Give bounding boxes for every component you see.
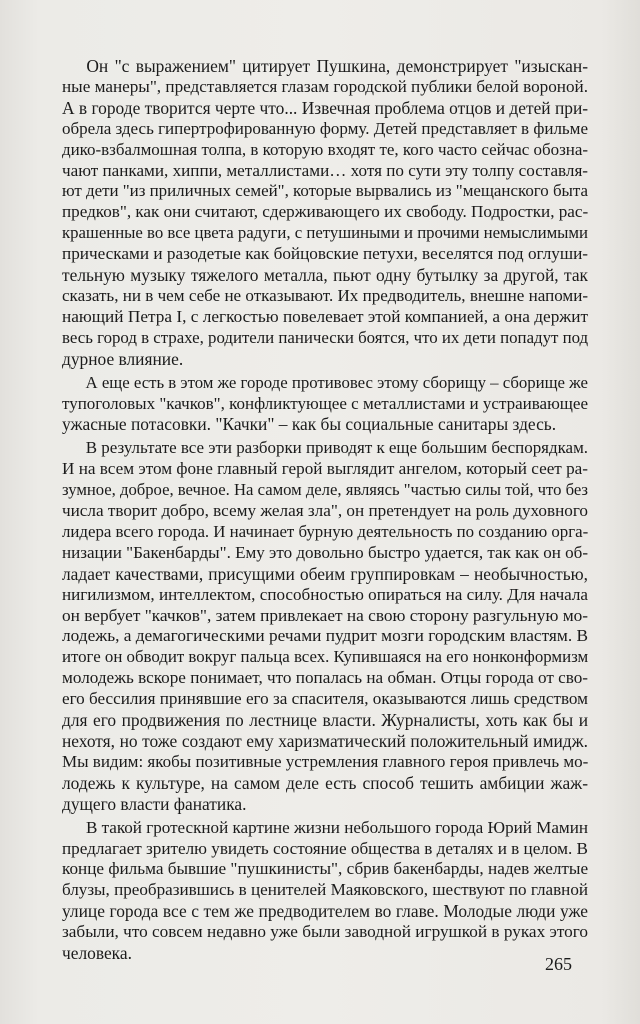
text-line: нающий Петра I, с легкостью повелевает этой компанией, а она держит — [62, 306, 588, 326]
text-line: его бессилия принявшие его за спасителя, оказываются лишь средством — [62, 689, 588, 709]
page-number: 265 — [545, 954, 572, 974]
text-line: В результате все эти разборки приводят к еще большим беспорядкам. — [85, 438, 589, 458]
text-line: нехотя, но тоже создают ему харизматический положительный имидж. — [62, 731, 588, 751]
text-line: нигилизмом, интеллектом, способностью опираться на силу. Для начала — [62, 584, 588, 604]
text-line: И на всем этом фоне главный герой выглядит ангелом, который сеет ра- — [62, 459, 588, 479]
text-line: для его продвижения по лестнице власти. Журналисты, хоть как бы и — [62, 710, 588, 731]
text-line: дико-взбалмошная толпа, в которую входят те, кого часто сейчас обозна- — [62, 139, 588, 159]
text-line: предков", как они считают, сдерживающего их свободу. Подростки, рас- — [62, 202, 589, 222]
text-line: ные манеры", представляется глазам городской публики белой вороной. — [62, 76, 588, 96]
text-line: крашенные во все цвета радуги, с петушиными и прочими немыслимыми — [62, 223, 588, 243]
text-line: молодежь вскоре понимает, что попалась на обман. Отцы города от сво- — [62, 668, 588, 688]
text-line: А еще есть в этом же городе противовес этому сборищу – сборище же — [85, 372, 588, 392]
text-line: А в городе творится черте что... Извечная проблема отцов и детей при- — [62, 97, 589, 118]
text-line: прическами и разодетые как бойцовские петухи, веселятся под оглуши- — [62, 244, 588, 264]
paragraph — [62, 818, 588, 964]
text-line: тельную музыку тяжелого металла, пьют одну бутылку за другой, так — [62, 265, 588, 286]
body-text — [62, 56, 588, 964]
text-line: лодежь, а демагогическими речами пудрит мозги городским властям. В — [62, 626, 589, 646]
text-line: чают панками, хиппи, металлистами… хотя по сути эту толпу составля- — [62, 160, 588, 180]
text-line: В такой гротескной картине жизни небольшого города Юрий Мамин — [85, 817, 588, 837]
paragraph — [62, 438, 588, 814]
text-line: дущего власти фанатика. — [62, 793, 247, 814]
text-line: ладает качествами, присущими обеим группировкам – необычностью, — [62, 563, 588, 584]
text-line: Он "с выражением" цитирует Пушкина, демонстрирует "изыскан- — [86, 56, 588, 76]
text-line: человека. — [62, 943, 132, 964]
text-line: Мы видим: якобы позитивные устремления главного героя привлечь мо- — [62, 751, 589, 771]
text-line: забыли, что совсем недавно уже были заводной игрушкой в руках этого — [62, 922, 588, 942]
text-line: блузы, преобразившись в ценителей Маяковского, шествуют по главной — [62, 880, 588, 900]
text-line: зумное, доброе, вечное. На самом деле, являясь "частью силы той, что без — [62, 480, 588, 500]
text-line: предлагает зрителю увидеть состояние общества в деталях и в целом. В — [62, 838, 588, 858]
text-line: дурное влияние. — [62, 348, 184, 369]
text-line: ужасные потасовки. "Качки" – как бы социальные санитары здесь. — [62, 414, 557, 435]
text-line: обрела здесь гипертрофированную форму. Детей представляет в фильме — [62, 118, 588, 138]
text-line: ют дети "из приличных семей", которые вырвались из "мещанского быта — [62, 181, 589, 201]
text-line: тупоголовых "качков", конфликтующее с металлистами и устраивающее — [62, 393, 588, 413]
text-line: низации "Бакенбарды". Ему это довольно быстро удается, так как он об- — [62, 542, 588, 562]
text-line: конце фильма бывшие "пушкинисты", сбрив бакенбарды, надев желтые — [62, 859, 589, 879]
text-line: весь город в страхе, родители панически боятся, что их дети попадут под — [62, 327, 589, 347]
text-line: лидера всего города. И начинает бурную деятельность по созданию орга- — [62, 521, 589, 541]
paragraph — [62, 56, 588, 370]
text-line: числа творит добро, всему желая зла", он претендует на роль духовного — [62, 501, 588, 521]
text-line: сказать, ни в чем себе не отказывают. Их предводитель, внешне напоми- — [62, 285, 588, 305]
paragraph — [62, 373, 588, 436]
text-line: итоге он обводит вокруг пальца всех. Купившаяся на его нонконформизм — [62, 647, 589, 667]
text-line: улице города все с тем же предводителем во главе. Молодые люди уже — [62, 901, 588, 922]
text-line: он вербует "качков", затем привлекает на свою сторону разгульную мо- — [62, 605, 589, 625]
text-line: лодежь к культуре, на самом деле есть способ тешить амбиции жаж- — [62, 772, 588, 793]
